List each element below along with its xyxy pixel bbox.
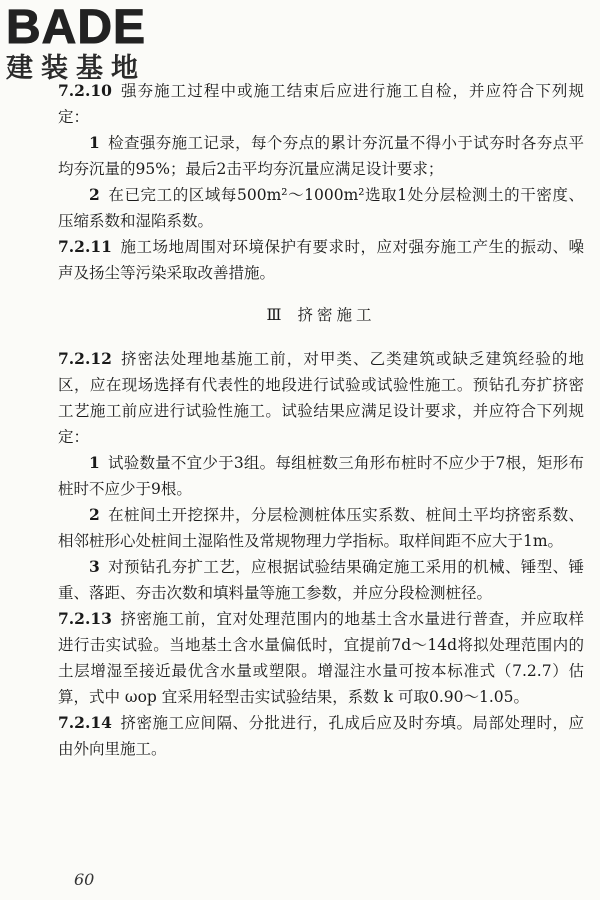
clause-text: 挤密法处理地基施工前，对甲类、乙类建筑或缺乏建筑经验的地区，应在现场选择有代表性的地段进行试验或试验性施工。预钻孔夯扩挤密工艺施工前应进行试验性施工。试验结果应满足设计要求，并应符合下列规定： (58, 350, 584, 446)
item-number: 2 (89, 185, 100, 204)
item-number: 1 (89, 133, 100, 152)
clause-7-2-11 (58, 234, 584, 286)
item-7-2-10-1 (58, 130, 584, 182)
clause-number: 7.2.11 (58, 237, 112, 256)
clause-text: 施工场地周围对环境保护有要求时，应对强夯施工产生的振动、噪声及扬尘等污染采取改善措施。 (58, 238, 584, 282)
clause-7-2-10 (58, 78, 584, 130)
item-7-2-12-2 (58, 502, 584, 554)
clause-text: 强夯施工过程中或施工结束后应进行施工自检，并应符合下列规定： (58, 82, 584, 126)
item-text: 检查强夯施工记录，每个夯点的累计夯沉量不得小于试夯时各夯点平均夯沉量的95%；最后2击平均夯沉量应满足设计要求； (58, 134, 584, 178)
clause-text: 挤密施工应间隔、分批进行，孔成后应及时夯填。局部处理时，应由外向里施工。 (58, 714, 584, 758)
clause-number: 7.2.12 (58, 349, 112, 368)
item-number: 1 (89, 453, 100, 472)
item-7-2-10-2 (58, 182, 584, 234)
item-7-2-12-3 (58, 554, 584, 606)
document-body (58, 78, 584, 762)
clause-number: 7.2.14 (58, 713, 112, 732)
section-title: 挤密施工 (297, 306, 376, 324)
item-number: 2 (89, 505, 100, 524)
clause-7-2-13 (58, 606, 584, 710)
clause-number: 7.2.13 (58, 609, 112, 628)
clause-7-2-14 (58, 710, 584, 762)
item-7-2-12-1 (58, 450, 584, 502)
clause-text: 挤密施工前，宜对处理范围内的地基土含水量进行普查，并应取样进行击实试验。当地基土含水量偏低时，宜提前7d～14d将拟处理范围内的土层增湿至接近最优含水量或塑限。增湿注水量可按本标准式（7.2.7）估算，式中 ωop 宜采用轻型击实试验结果，系数 k 可取0.90～1.05。 (58, 610, 584, 706)
logo-wordmark: BADE (6, 1, 147, 54)
item-number: 3 (89, 557, 100, 576)
logo-subtitle: 建装基地 (6, 53, 146, 84)
section-roman-numeral: Ⅲ (266, 306, 282, 324)
clause-number: 7.2.10 (58, 81, 112, 100)
clause-7-2-12 (58, 346, 584, 450)
page-number: 60 (74, 870, 95, 889)
item-text: 在已完工的区域每500m²～1000m²选取1处分层检测土的干密度、压缩系数和湿陷系数。 (58, 186, 584, 230)
item-text: 在桩间土开挖探井，分层检测桩体压实系数、桩间土平均挤密系数、相邻桩形心处桩间土湿陷性及常规物理力学指标。取样间距不应大于1m。 (58, 506, 584, 550)
item-text: 试验数量不宜少于3组。每组桩数三角形布桩时不应少于7根，矩形布桩时不应少于9根。 (58, 454, 584, 498)
item-text: 对预钻孔夯扩工艺，应根据试验结果确定施工采用的机械、锤型、锤重、落距、夯击次数和填料量等施工参数，并应分段检测桩径。 (58, 558, 584, 602)
section-heading (58, 302, 584, 328)
